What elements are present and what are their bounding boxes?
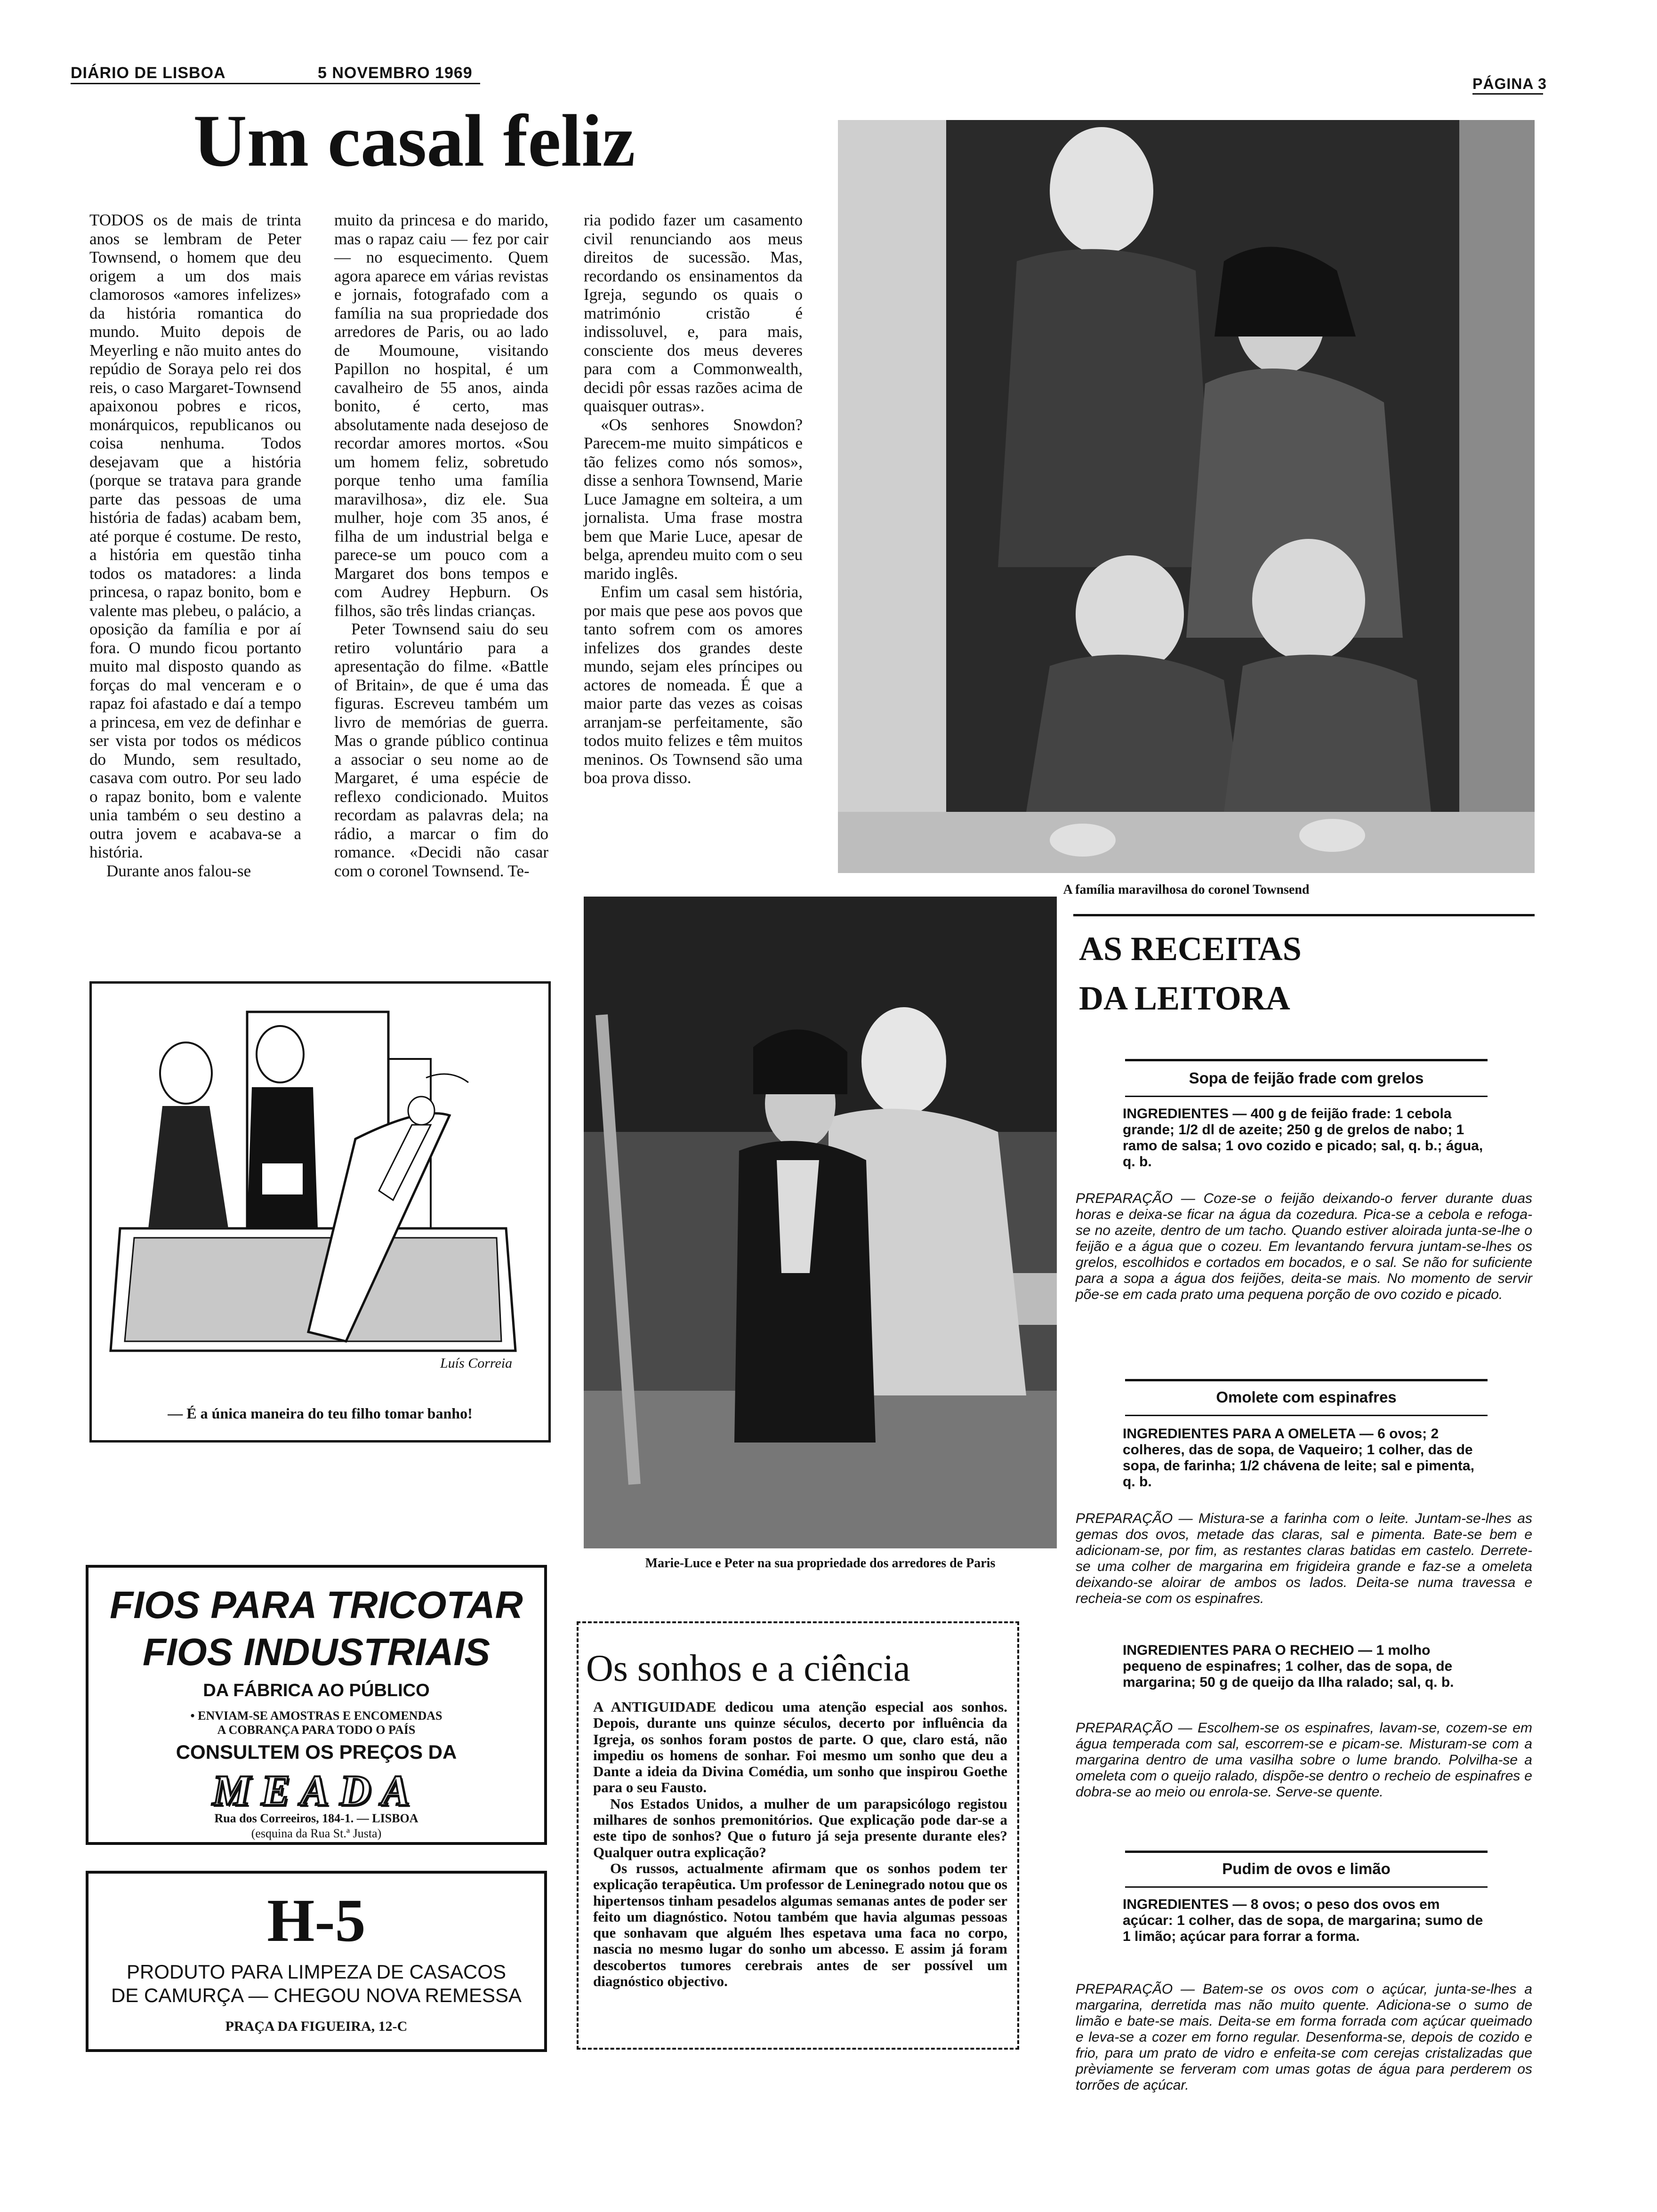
header-rule	[71, 83, 480, 84]
recipe-2-title: Omolete com espinafres	[1216, 1388, 1397, 1406]
recipe-2-prep2-label: PREPARAÇÃO	[1076, 1720, 1173, 1736]
dreams-paragraph: Os russos, actualmente afirmam que os sonhos podem ter explicação terapêutica. Um professor de Leninegrado notou que os hipertensos tinham pesadelos algumas semanas antes de poder ser feito um diagnóstico. Notou também que havia algumas pessoas que sonhavam que alguém lhes espetava uma faca no corpo, nascia no mesmo lugar do sonho um abcesso. E assim já foram descobertos tumores cerebrais antes de ser possível um diagnóstico objectivo.	[593, 1859, 1007, 1990]
ad-meada-consult: CONSULTEM OS PREÇOS DA	[176, 1741, 457, 1763]
recipe-1-ingredients: INGREDIENTES — 400 g de feijão frade: 1 cebola grande; 1/2 dl de azeite; 250 g de grelos de nabo; 1 ramo de salsa; 1 ovo cozido e picado; sal, q. b.; água, q. b.	[1123, 1106, 1483, 1170]
recipe-3-rule-top	[1125, 1851, 1488, 1853]
recipe-3-ingredients: INGREDIENTES — 8 ovos; o peso dos ovos em açúcar: 1 colher, das de sopa, de margarina; sumo de 1 limão; açúcar para forrar a forma.	[1123, 1897, 1483, 1944]
recipe-1-prep-text: — Coze-se o feijão deixando-o ferver durante duas horas e deixa-se ficar na água da cozedura. Pica-se a cebola e refoga-se no azeite, dentro de um tacho. Quando estiver aloirada junta-se-lhe o feijão e a água que o cozeu. Em levantando fervura juntam-se-lhes os grelos, escolhidos e cortados em bocados, e o sal. Se não for suficiente para a sopa a água dos feijões, deita-se mais. No momento de servir põe-se em cada prato uma pequena porção de ovo cozido e picado.	[1076, 1191, 1533, 1302]
dreams-article-body	[593, 1699, 1007, 1989]
ad-h5-address: PRAÇA DA FIGUEIRA, 12-C	[225, 2019, 408, 2034]
ad-meada	[86, 1565, 547, 1845]
ad-h5-line-1: PRODUTO PARA LIMPEZA DE CASACOS	[127, 1961, 506, 1983]
recipe-1-title: Sopa de feijão frade com grelos	[1189, 1069, 1424, 1087]
recipe-1-rule-bottom	[1125, 1096, 1488, 1097]
recipe-2-prep-text: — Mistura-se a farinha com o leite. Juntam-se-lhes as gemas dos ovos, metade das claras, sal e pimenta. Bate-se bem e adicionam-se, por fim, as restantes claras batidas em castelo. Derrete-se uma colher de margarina em frigideira grande e faz-se a omeleta deixando-se aloirar de ambos os lados. Deita-se numa travessa e recheia-se com os espinafres.	[1076, 1511, 1532, 1606]
ad-meada-logo: MEADA	[212, 1766, 421, 1814]
family-photo-caption: A família maravilhosa do coronel Townsend	[1063, 882, 1310, 897]
family-photo	[838, 120, 1535, 873]
recipe-2-rule-top	[1125, 1379, 1488, 1381]
recipe-3-prep-label: PREPARAÇÃO	[1076, 1981, 1173, 1997]
cartoon-caption: — É a única maneira do teu filho tomar banho!	[168, 1405, 473, 1422]
page-number: PÁGINA 3	[1472, 75, 1547, 92]
recipe-1-preparation	[1076, 1191, 1532, 1303]
article-title: Um casal feliz	[193, 100, 635, 182]
issue-date: 5 NOVEMBRO 1969	[318, 64, 473, 82]
ad-meada-note-1: • ENVIAM-SE AMOSTRAS E ENCOMENDAS	[190, 1709, 442, 1723]
recipe-3-prep-text: — Batem-se os ovos com o açúcar, junta-se-lhes a margarina, derretida mas não muito quente. Adiciona-se o sumo de limão e bate-se mais. Deita-se em forma forrada com açúcar queimado e leva-se a cozer em forno regular. Desenforma-se, depois de cozido e frio, para um prato de vidro e enfeita-se com cerejas cristalizadas que prèviamente se ferveram com umas gotas de água para perderem os torrões de açúcar.	[1076, 1981, 1532, 2093]
recipes-top-rule	[1073, 914, 1535, 916]
cartoon-drawing	[92, 984, 548, 1388]
article-paragraph: Peter Townsend saiu do seu retiro voluntário para a apresentação do filme. «Battle of Britain», de que é uma das figuras. Escreveu também um livro de memórias de guerra. Mas o grande público continua a associar o seu nome ao de Margaret, é uma espécie de reflexo condicionado. Muitos recordam as palavras dela; na rádio, a marcar o fim do romance. «Decidi não casar com o coronel Townsend. Te-	[334, 620, 548, 880]
dreams-paragraph: A ANTIGUIDADE dedicou uma atenção especial aos sonhos. Depois, durante uns quinze séculos, decerto por influência da Igreja, os sonhos foram postos de parte. O que, claro está, não impediu os homens de sonhar. Foi mesmo um sonho que deu a Dante a ideia da Divina Comédia, um sonho que inspirou Goethe para o seu Fausto.	[593, 1699, 1007, 1796]
article-paragraph: Durante anos falou-se	[106, 861, 251, 880]
article-column-2	[334, 211, 548, 880]
ad-meada-headline-1: FIOS PARA TRICOTAR	[110, 1584, 523, 1627]
recipe-1-rule-top	[1125, 1059, 1488, 1061]
recipes-section-title-1: AS RECEITAS	[1079, 930, 1302, 968]
couple-photo	[584, 897, 1057, 1548]
recipe-2-ingredients-filling: INGREDIENTES PARA O RECHEIO — 1 molho pequeno de espinafres; 1 colher, das de sopa, de margarina; 50 g de queijo da Ilha ralado; sal, q. b.	[1123, 1643, 1454, 1690]
article-paragraph: muito da princesa e do marido, mas o rapaz caiu — fez por cair — no esquecimento. Quem agora aparece em várias revistas e jornais, fotografado com a família na sua propriedade dos arredores de Paris, ou ao lado de Moumoune, visitando Papillon no hospital, é um cavalheiro de 55 anos, ainda bonito, é certo, mas absolutamente nada desejoso de recordar amores mortos. «Sou um homem feliz, sobretudo porque tenho uma família maravilhosa», diz ele. Sua mulher, hoje com 35 anos, é filha de um industrial belga e parece-se um pouco com a Margaret dos bons tempos e com Audrey Hepburn. Os filhos, são três lindas crianças.	[334, 211, 548, 620]
article-paragraph: «Os senhores Snowdon? Parecem-me muito simpáticos e tão felizes como nós somos», disse a senhora Townsend, Marie Luce Jamagne em solteira, a um jornalista. Uma frase mostra bem que Marie Luce, apesar de belga, aprendeu muito com o seu marido inglês.	[584, 415, 803, 583]
recipe-3-rule-bottom	[1125, 1886, 1488, 1888]
recipe-3-title: Pudim de ovos e limão	[1222, 1860, 1391, 1877]
recipe-2-preparation-filling	[1076, 1720, 1532, 1800]
family-photo-image	[838, 120, 1535, 873]
page-rule	[1472, 93, 1543, 95]
cartoon-signature: Luís Correia	[440, 1355, 513, 1371]
article-column-1	[89, 211, 301, 880]
ad-h5-logo: H-5	[267, 1887, 366, 1955]
newspaper-name: DIÁRIO DE LISBOA	[71, 64, 226, 82]
recipe-3-preparation	[1076, 1981, 1532, 2093]
recipe-2-rule-bottom	[1125, 1415, 1488, 1416]
recipes-section-title-2: DA LEITORA	[1079, 979, 1290, 1017]
dreams-paragraph: Nos Estados Unidos, a mulher de um parapsicólogo registou milhares de sonhos premonitórios. Que explicação pode dar-se a este tipo de sonhos? Que o futuro já seja presente durante eles? Qualquer outra explicação?	[593, 1795, 1007, 1860]
ad-meada-note-2: A COBRANÇA PARA TODO O PAÍS	[217, 1723, 416, 1737]
dreams-article-title: Os sonhos e a ciência	[586, 1648, 910, 1689]
ad-h5	[86, 1871, 547, 2052]
article-paragraph: ria podido fazer um casamento civil renunciando aos meus direitos de sucessão. Mas, recordando os ensinamentos da Igreja, segundo os quais o matrimónio cristão é indissoluvel, e, para mais, consciente dos meus deveres para com a Commonwealth, decidi pôr essas razões acima de quaisquer outras».	[584, 211, 803, 415]
couple-photo-caption: Marie-Luce e Peter na sua propriedade dos arredores de Paris	[645, 1556, 996, 1571]
couple-photo-image	[584, 897, 1057, 1548]
recipe-2-preparation-omelette	[1076, 1511, 1532, 1607]
article-column-3	[584, 211, 803, 787]
recipe-2-prep-label: PREPARAÇÃO	[1076, 1511, 1173, 1526]
recipe-2-prep2-text: — Escolhem-se os espinafres, lavam-se, cozem-se em água temperada com sal, escorrem-se e picam-se. Misturam-se com a margarina dentro de uma vasilha sobre o lume brando. Polvilha-se a omeleta com o queijo ralado, dispõe-se dentro o recheio de espinafres e dobra-se ao meio ou enrola-se. Serve-se quente.	[1076, 1720, 1532, 1800]
cartoon-box	[89, 981, 551, 1443]
recipe-2-ingredients-omelette: INGREDIENTES PARA A OMELETA — 6 ovos; 2 colheres, das de sopa, de Vaqueiro; 1 colher, das de sopa, de farinha; 1/2 chávena de leite; sal e pimenta, q. b.	[1123, 1426, 1474, 1490]
recipe-1-prep-label: PREPARAÇÃO	[1076, 1191, 1173, 1206]
ad-meada-address-2: (esquina da Rua St.ª Justa)	[251, 1827, 382, 1840]
article-paragraph: TODOS os de mais de trinta anos se lembram de Peter Townsend, o homem que deu origem a um dos mais clamorosos «amores infelizes» da história romantica do mundo. Muito depois de Meyerling e não muito antes do repúdio de Soraya pelo rei dos reis, o caso Margaret-Townsend apaixonou pobres e ricos, monárquicos, republicanos ou coisa nenhuma. Todos desejavam que a história (porque se tratava para grande parte das pessoas de uma história de fadas) acabam bem, até porque é costume. De resto, a história em questão tinha todos os matadores: a linda princesa, o rapaz bonito, bom e valente mas plebeu, o palácio, a oposição da família e por aí fora. O mundo ficou portanto muito mal disposto quando as forças do mal venceram e o rapaz foi afastado e daí a tempo a princesa, em vez de definhar e ser vista por todos os médicos do Mundo, sem resultado, casava com outro. Por seu lado o rapaz bonito, bom e valente unia também o seu destino a outra jovem e acabava-se a história.	[89, 211, 301, 861]
ad-meada-headline-2: FIOS INDUSTRIAIS	[142, 1631, 491, 1674]
ad-h5-line-2: DE CAMURÇA — CHEGOU NOVA REMESSA	[111, 1984, 522, 2006]
article-paragraph: Enfim um casal sem história, por mais que pese aos povos que tanto sofrem com os amores infelizes dos grandes deste mundo, sejam eles príncipes ou actores de nomeada. É que a maior parte das vezes as coisas arranjam-se perfeitamente, são todos muito felizes e têm muitos meninos. Os Townsend são uma boa prova disso.	[584, 583, 803, 787]
ad-meada-subline: DA FÁBRICA AO PÚBLICO	[203, 1681, 430, 1700]
ad-meada-address-1: Rua dos Correeiros, 184-1. — LISBOA	[214, 1811, 418, 1825]
